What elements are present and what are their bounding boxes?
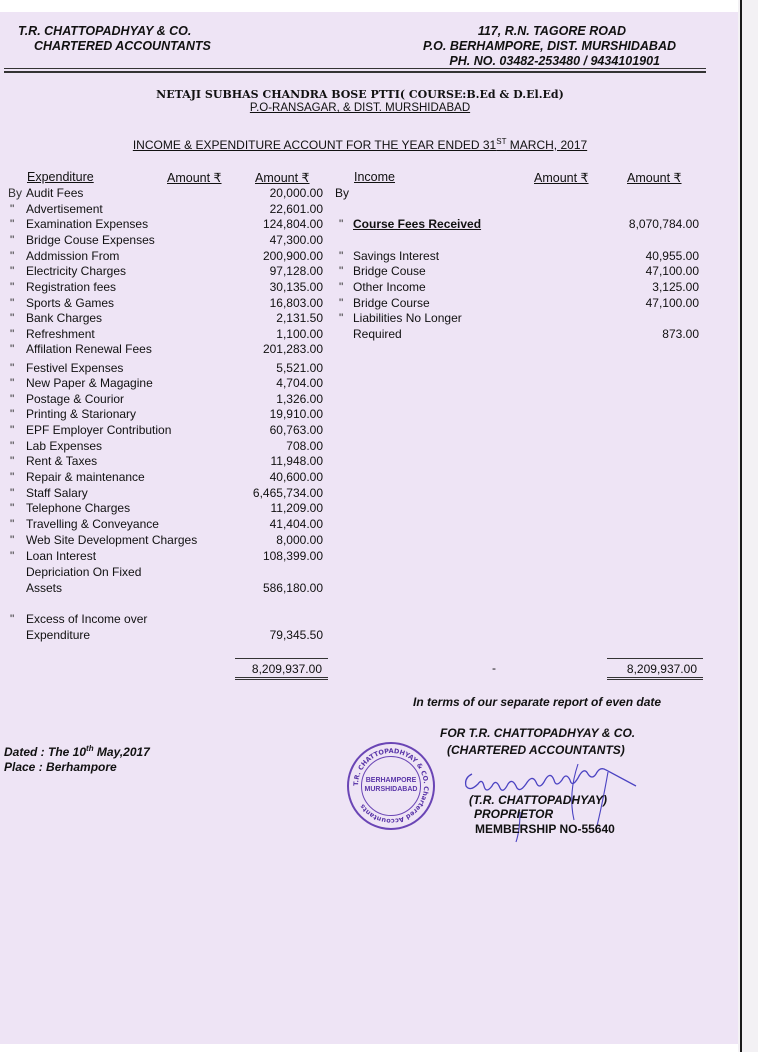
expenditure-row: " Postage & Courior 1,326.00: [10, 392, 323, 406]
col-amount-3: Amount ₹: [534, 171, 589, 185]
institution-address: P.O-RANSAGAR, & DIST. MURSHIDABAD: [249, 102, 471, 114]
expenditure-row: " Addmission From 200,900.00: [10, 249, 323, 263]
firm-stamp: [347, 742, 435, 830]
firm-phone: PH. NO. 03482-253480 / 9434101901: [449, 54, 660, 68]
stamp-center: BERHAMPORE MURSHIDABAD: [364, 777, 418, 793]
expenditure-row: " Rent & Taxes 11,948.00: [10, 454, 323, 468]
expenditure-row: " Registration fees 30,135.00: [10, 280, 323, 294]
firm-address-2: P.O. BERHAMPORE, DIST. MURSHIDABAD: [422, 39, 676, 53]
role: PROPRIETOR: [474, 807, 554, 821]
col-amount-1: Amount ₹: [167, 171, 222, 185]
total-income: 8,209,937.00: [607, 658, 703, 680]
expenditure-row: " Staff Salary 6,465,734.00: [10, 486, 323, 500]
income-row: Required 873.00: [353, 327, 699, 341]
statement-title: INCOME & EXPENDITURE ACCOUNT FOR THE YEAR ENDED 31ST MARCH, 2017: [132, 137, 588, 152]
col-amount-4: Amount ₹: [627, 171, 682, 185]
signatory: (T.R. CHATTOPADHYAY): [469, 793, 607, 807]
expenditure-row: Depriciation On Fixed: [26, 565, 142, 579]
expenditure-row: " Affilation Renewal Fees 201,283.00: [10, 342, 323, 356]
income-row: " Liabilities No Longer: [339, 311, 462, 325]
col-amount-2: Amount ₹: [255, 171, 310, 185]
expenditure-row: Assets 586,180.00: [26, 581, 323, 595]
expenditure-row: Expenditure 79,345.50: [26, 628, 323, 642]
expenditure-row: " Sports & Games 16,803.00: [10, 296, 323, 310]
expenditure-row: " Bank Charges 2,131.50: [10, 311, 323, 325]
svg-text:T.R. CHATTOPADHYAY & CO. Chart: T.R. CHATTOPADHYAY & CO. Chartered Accountants: [351, 746, 431, 826]
header-rule-top: [4, 68, 706, 69]
income-row: " Course Fees Received 8,070,784.00: [339, 217, 699, 231]
expenditure-row: " Excess of Income over: [10, 612, 148, 626]
firm-name: T.R. CHATTOPADHYAY & CO.: [18, 24, 192, 38]
expenditure-row: " Repair & maintenance 40,600.00: [10, 470, 323, 484]
firm-subtitle: CHARTERED ACCOUNTANTS: [34, 39, 211, 53]
total-dash: -: [492, 661, 496, 675]
expenditure-row: " Advertisement 22,601.00: [10, 202, 323, 216]
income-row: " Savings Interest 40,955.00: [339, 249, 699, 263]
income-row: By: [335, 186, 350, 200]
col-expenditure: Expenditure: [27, 170, 94, 184]
expenditure-row: " Festivel Expenses 5,521.00: [10, 361, 323, 375]
income-row: " Other Income 3,125.00: [339, 280, 699, 294]
expenditure-row: " Lab Expenses 708.00: [10, 439, 323, 453]
expenditure-row: " Examination Expenses 124,804.00: [10, 217, 323, 231]
place: Place : Berhampore: [4, 760, 117, 774]
income-row: " Bridge Couse 47,100.00: [339, 264, 699, 278]
report-note: In terms of our separate report of even date: [413, 695, 662, 709]
firm-address-1: 117, R.N. TAGORE ROAD: [477, 24, 626, 38]
for-firm-sub: (CHARTERED ACCOUNTANTS): [447, 743, 625, 757]
col-income: Income: [354, 170, 395, 184]
expenditure-row: " New Paper & Magagine 4,704.00: [10, 376, 323, 390]
membership: MEMBERSHIP NO-55640: [475, 822, 615, 836]
institution-name: NETAJI SUBHAS CHANDRA BOSE PTTI( COURSE:B.Ed & D.El.Ed): [156, 88, 564, 101]
income-row: " Bridge Course 47,100.00: [339, 296, 699, 310]
expenditure-row: " EPF Employer Contribution 60,763.00: [10, 423, 323, 437]
header-rule-bottom: [4, 71, 706, 73]
for-firm: FOR T.R. CHATTOPADHYAY & CO.: [440, 726, 636, 740]
expenditure-row: " Electricity Charges 97,128.00: [10, 264, 323, 278]
expenditure-row: By Audit Fees 20,000.00: [8, 186, 323, 200]
expenditure-row: " Loan Interest 108,399.00: [10, 549, 323, 563]
page-edge: [738, 0, 758, 1052]
expenditure-row: " Bridge Couse Expenses 47,300.00: [10, 233, 323, 247]
expenditure-row: " Travelling & Conveyance 41,404.00: [10, 517, 323, 531]
expenditure-row: " Telephone Charges 11,209.00: [10, 501, 323, 515]
expenditure-row: " Web Site Development Charges 8,000.00: [10, 533, 323, 547]
dated: Dated : The 10th May,2017: [4, 744, 150, 759]
expenditure-row: " Printing & Starionary 19,910.00: [10, 407, 323, 421]
total-expenditure: 8,209,937.00: [235, 658, 328, 680]
expenditure-row: " Refreshment 1,100.00: [10, 327, 323, 341]
